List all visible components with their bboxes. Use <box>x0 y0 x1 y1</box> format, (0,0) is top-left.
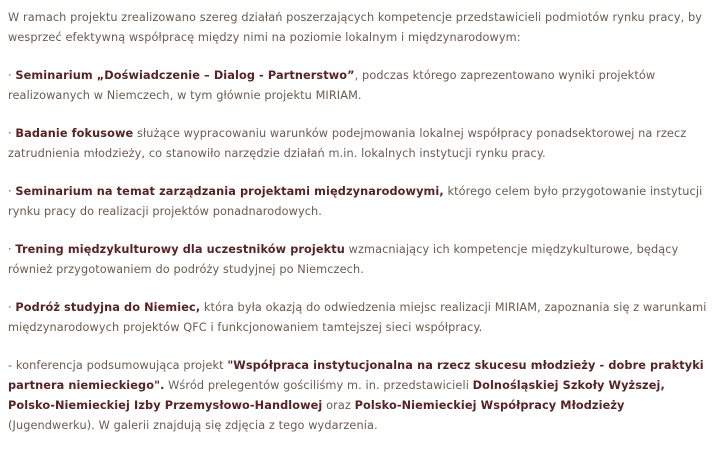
item-title: Seminarium na temat zarządzania projektami międzynarodowymi, <box>15 185 444 198</box>
item-title: Trening międzykulturowy dla uczestników projektu <box>15 243 345 256</box>
list-item-study-trip <box>8 298 713 338</box>
article-content <box>8 8 713 436</box>
item-title: Podróż studyjna do Niemiec, <box>15 301 201 314</box>
conference-intro: - konferencja podsumowująca projekt <box>8 359 228 372</box>
bullet: · <box>8 185 16 198</box>
item-text: wzmacniający ich kompetencje międzykulturowe, będący również przygotowaniem do podróży studyjnej po Niemczech. <box>8 243 679 276</box>
conference-speakers-text: Wśród prelegentów gościliśmy m. in. przedstawicieli <box>164 379 473 392</box>
conjunction: oraz <box>322 399 355 412</box>
item-text: którego celem było przygotowanie instytucji rynku pracy do realizacji projektów ponadnarodowych. <box>8 185 703 218</box>
bullet: · <box>8 243 16 256</box>
item-title: Badanie fokusowe <box>15 127 134 140</box>
list-item-focus-study <box>8 124 713 164</box>
youth-cooperation-name: Polsko-Niemieckiej Współpracy Młodzieży <box>354 399 625 412</box>
conference-paragraph <box>8 356 713 436</box>
conference-title: "Współpraca instytucjonalna na rzecz skucesu młodzieży - dobre praktyki partnera niemieckiego". <box>8 359 704 392</box>
bullet: · <box>8 301 16 314</box>
intro-paragraph: W ramach projektu zrealizowano szereg działań poszerzających kompetencje przedstawicieli podmiotów rynku pracy, by wesprzeć efektywną współpracę między nimi na poziomie lokalnym i międzynarodowym: <box>8 11 703 44</box>
bullet: · <box>8 69 16 82</box>
item-text: , podczas którego zaprezentowano wyniki projektów realizowanych w Niemczech, w tym głównie projektu MIRIAM. <box>8 69 656 102</box>
item-title: Seminarium „Doświadczenie – Dialog - Partnerstwo” <box>15 69 355 82</box>
institution-names: Dolnośląskiej Szkoły Wyższej, Polsko-Niemieckiej Izby Przemysłowo-Handlowej <box>8 379 665 412</box>
bullet: · <box>8 127 16 140</box>
gallery-note: (Jugendwerku). W galerii znajdują się zdjęcia z tego wydarzenia. <box>8 419 378 432</box>
item-text: która była okazją do odwiedzenia miejsc realizacji MIRIAM, zapoznania się z warunkami międzynarodowych projektów QFC i funkcjonowaniem tamtejszej sieci współpracy. <box>8 301 707 334</box>
list-item-seminar-experience <box>8 66 713 106</box>
list-item-project-management-seminar <box>8 182 713 222</box>
item-text: służące wypracowaniu warunków podejmowania lokalnej współpracy ponadsektorowej na rzecz zatrudnienia młodzieży, co stanowiło narzędzie działań m.in. lokalnych instytucji rynku pracy. <box>8 127 687 160</box>
list-item-intercultural-training <box>8 240 713 280</box>
